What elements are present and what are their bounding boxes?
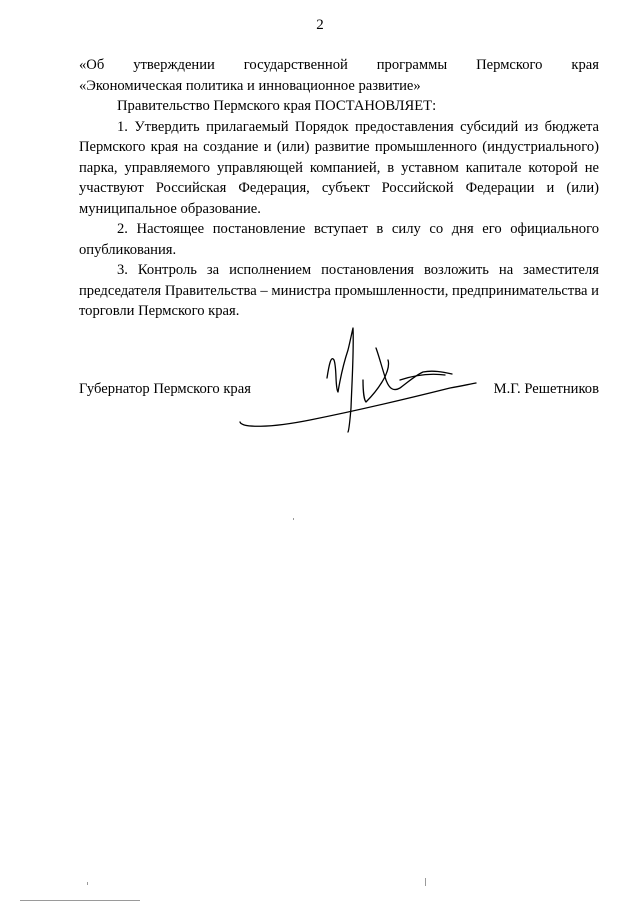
- scan-speck: [293, 518, 294, 520]
- handwritten-signature: [230, 320, 490, 435]
- item-2: 2. Настоящее постановление вступает в силу со дня его официального опубликования.: [79, 221, 599, 258]
- intro-line-2: «Экономическая политика и инновационное развитие»: [79, 77, 421, 94]
- page-number: 2: [316, 17, 324, 33]
- scan-speck: [87, 882, 88, 885]
- signatory-name: М.Г. Решетников: [493, 381, 599, 397]
- item-3: 3. Контроль за исполнением постановления возложить на заместителя председателя Правительства – министра промышленности, предпринимательства и торговли Пермского края.: [79, 262, 599, 319]
- intro-line-1: «Об утверждении государственной программы Пермского края: [79, 57, 599, 73]
- signatory-role: Губернатор Пермского края: [79, 381, 251, 397]
- scan-speck: [20, 900, 140, 901]
- item-1: 1. Утвердить прилагаемый Порядок предоставления субсидий из бюджета Пермского края на создание и (или) развитие промышленного (индустриального) парка, управляемого управляющей компанией, в уставном капитале которой не участвуют Российская Федерация, субъект Российской Федерации и (или) муниципальное образование.: [79, 118, 599, 217]
- document-body: [79, 55, 599, 322]
- scan-speck: [425, 878, 426, 886]
- decree-line: Правительство Пермского края ПОСТАНОВЛЯЕТ:: [117, 98, 437, 114]
